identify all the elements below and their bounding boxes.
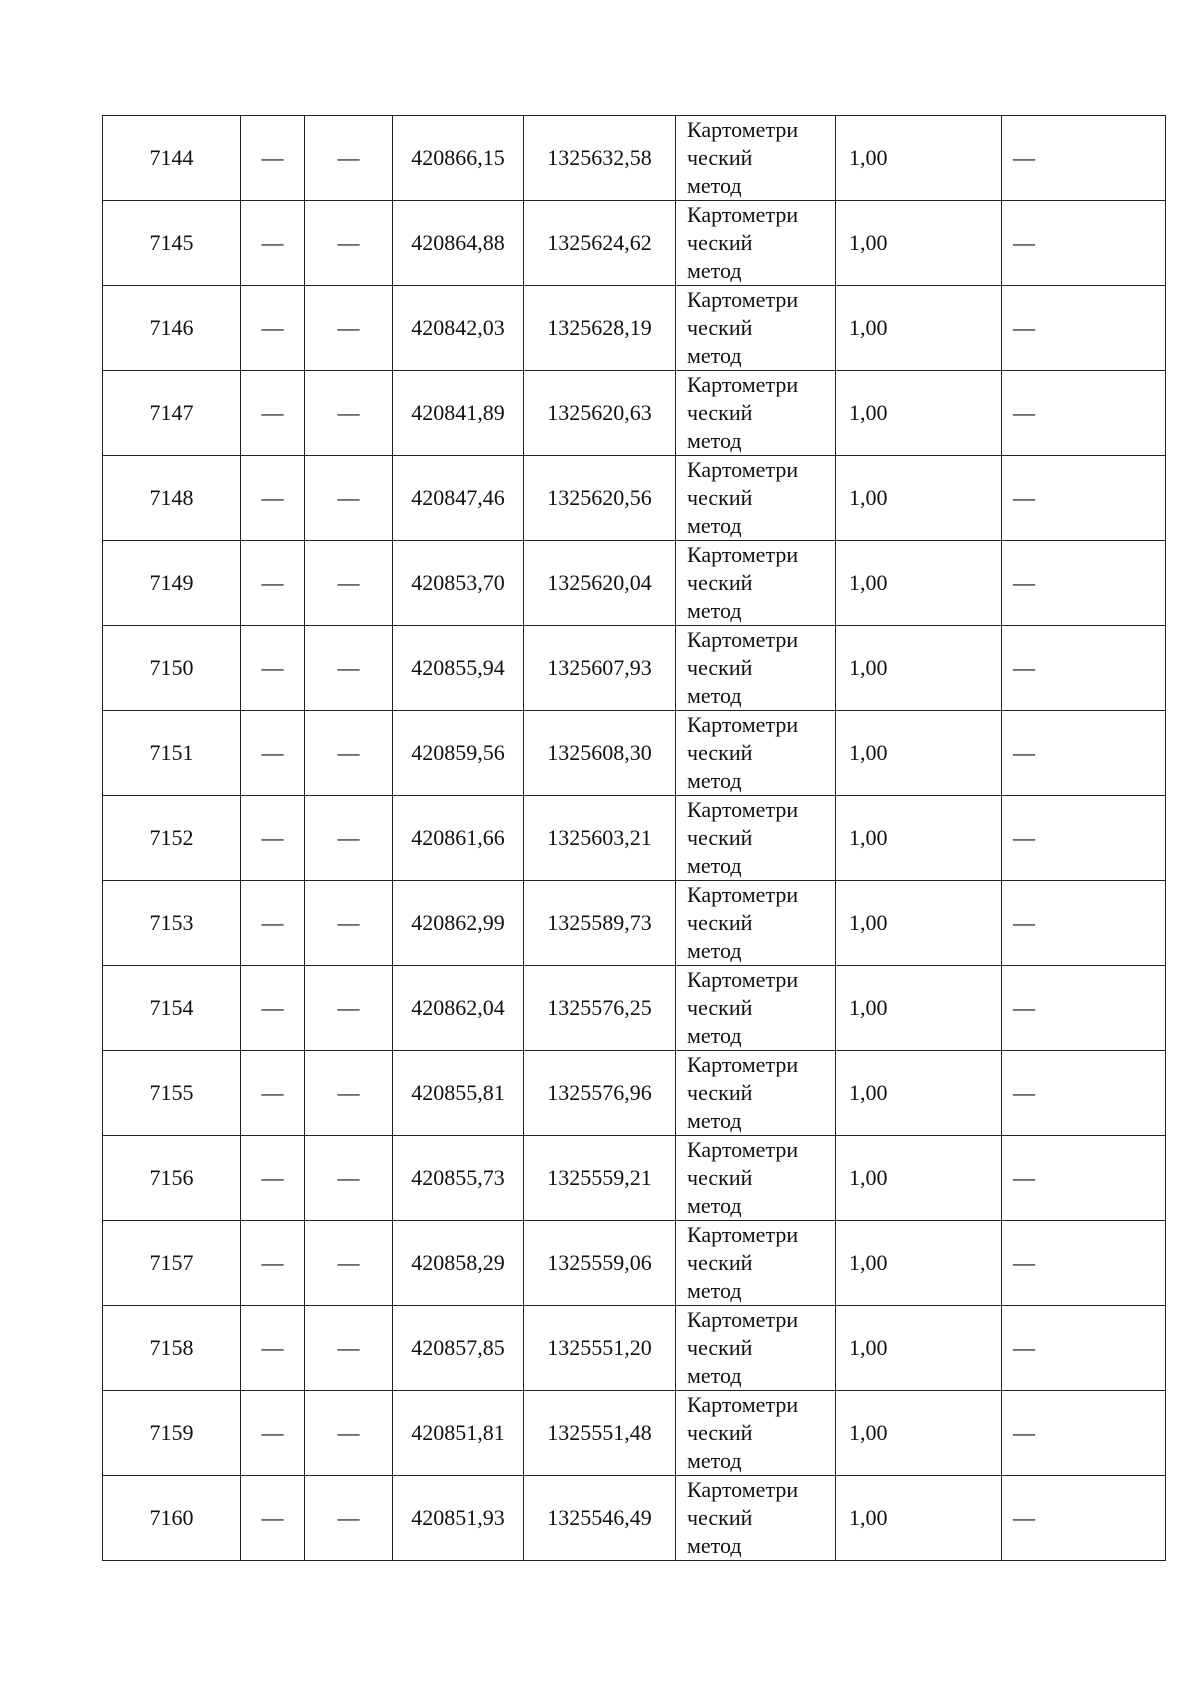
point-number-cell: 7155 — [103, 1051, 241, 1136]
method-cell — [676, 711, 836, 796]
old-x-cell: — — [241, 371, 305, 456]
method-cell — [676, 1306, 836, 1391]
method-text-line: Картометри — [687, 627, 799, 652]
old-x-cell: — — [241, 711, 305, 796]
method-text-line: Картометри — [687, 1222, 799, 1247]
old-y-cell: — — [305, 1476, 393, 1561]
accuracy-cell: 1,00 — [836, 1391, 1002, 1476]
method-text-line: метод — [687, 938, 742, 963]
method-text-line: метод — [687, 598, 742, 623]
table-row — [103, 1306, 1166, 1391]
y-coordinate-cell: 1325551,20 — [524, 1306, 676, 1391]
y-coordinate-cell: 1325559,21 — [524, 1136, 676, 1221]
old-x-cell: — — [241, 796, 305, 881]
point-number-cell: 7151 — [103, 711, 241, 796]
point-number-cell: 7160 — [103, 1476, 241, 1561]
description-cell: — — [1002, 201, 1166, 286]
table-row — [103, 626, 1166, 711]
point-number-cell: 7158 — [103, 1306, 241, 1391]
method-text-line: метод — [687, 1023, 742, 1048]
method-cell — [676, 1221, 836, 1306]
y-coordinate-cell: 1325620,63 — [524, 371, 676, 456]
method-text-line: Картометри — [687, 372, 799, 397]
method-text-line: Картометри — [687, 542, 799, 567]
accuracy-cell: 1,00 — [836, 371, 1002, 456]
y-coordinate-cell: 1325576,96 — [524, 1051, 676, 1136]
x-coordinate-cell: 420859,56 — [393, 711, 524, 796]
accuracy-cell: 1,00 — [836, 201, 1002, 286]
method-cell — [676, 966, 836, 1051]
point-number-cell: 7149 — [103, 541, 241, 626]
old-x-cell: — — [241, 116, 305, 201]
x-coordinate-cell: 420851,81 — [393, 1391, 524, 1476]
method-text-line: метод — [687, 1278, 742, 1303]
method-cell — [676, 116, 836, 201]
method-text-line: ческий — [687, 1165, 753, 1190]
method-text-line: ческий — [687, 315, 753, 340]
description-cell: — — [1002, 881, 1166, 966]
old-y-cell: — — [305, 711, 393, 796]
method-text-line: метод — [687, 258, 742, 283]
y-coordinate-cell: 1325603,21 — [524, 796, 676, 881]
old-y-cell: — — [305, 626, 393, 711]
accuracy-cell: 1,00 — [836, 1136, 1002, 1221]
method-cell — [676, 1476, 836, 1561]
x-coordinate-cell: 420862,99 — [393, 881, 524, 966]
point-number-cell: 7144 — [103, 116, 241, 201]
table-row — [103, 201, 1166, 286]
old-x-cell: — — [241, 966, 305, 1051]
x-coordinate-cell: 420855,81 — [393, 1051, 524, 1136]
old-y-cell: — — [305, 1051, 393, 1136]
accuracy-cell: 1,00 — [836, 711, 1002, 796]
method-text-line: метод — [687, 1533, 742, 1558]
description-cell: — — [1002, 456, 1166, 541]
x-coordinate-cell: 420855,73 — [393, 1136, 524, 1221]
table-row — [103, 711, 1166, 796]
x-coordinate-cell: 420855,94 — [393, 626, 524, 711]
description-cell: — — [1002, 1136, 1166, 1221]
y-coordinate-cell: 1325632,58 — [524, 116, 676, 201]
old-y-cell: — — [305, 541, 393, 626]
table-body — [103, 116, 1166, 1561]
table-row — [103, 1391, 1166, 1476]
old-y-cell: — — [305, 1136, 393, 1221]
method-text-line: Картометри — [687, 712, 799, 737]
y-coordinate-cell: 1325546,49 — [524, 1476, 676, 1561]
x-coordinate-cell: 420851,93 — [393, 1476, 524, 1561]
method-cell — [676, 1051, 836, 1136]
method-text-line: ческий — [687, 1080, 753, 1105]
y-coordinate-cell: 1325620,04 — [524, 541, 676, 626]
x-coordinate-cell: 420861,66 — [393, 796, 524, 881]
old-x-cell: — — [241, 541, 305, 626]
method-text-line: метод — [687, 768, 742, 793]
description-cell: — — [1002, 711, 1166, 796]
x-coordinate-cell: 420842,03 — [393, 286, 524, 371]
y-coordinate-cell: 1325576,25 — [524, 966, 676, 1051]
accuracy-cell: 1,00 — [836, 286, 1002, 371]
x-coordinate-cell: 420866,15 — [393, 116, 524, 201]
method-text-line: Картометри — [687, 1137, 799, 1162]
old-x-cell: — — [241, 286, 305, 371]
point-number-cell: 7145 — [103, 201, 241, 286]
table-row — [103, 116, 1166, 201]
method-cell — [676, 796, 836, 881]
description-cell: — — [1002, 541, 1166, 626]
method-text-line: метод — [687, 1108, 742, 1133]
method-text-line: ческий — [687, 1420, 753, 1445]
old-y-cell: — — [305, 116, 393, 201]
point-number-cell: 7154 — [103, 966, 241, 1051]
old-y-cell: — — [305, 796, 393, 881]
method-text-line: метод — [687, 1193, 742, 1218]
method-cell — [676, 881, 836, 966]
method-text-line: ческий — [687, 655, 753, 680]
accuracy-cell: 1,00 — [836, 966, 1002, 1051]
table-row — [103, 881, 1166, 966]
accuracy-cell: 1,00 — [836, 626, 1002, 711]
point-number-cell: 7159 — [103, 1391, 241, 1476]
method-cell — [676, 541, 836, 626]
table-row — [103, 1051, 1166, 1136]
method-text-line: ческий — [687, 1250, 753, 1275]
method-text-line: ческий — [687, 145, 753, 170]
method-text-line: Картометри — [687, 457, 799, 482]
old-y-cell: — — [305, 201, 393, 286]
point-number-cell: 7157 — [103, 1221, 241, 1306]
old-y-cell: — — [305, 1221, 393, 1306]
accuracy-cell: 1,00 — [836, 541, 1002, 626]
x-coordinate-cell: 420864,88 — [393, 201, 524, 286]
method-text-line: ческий — [687, 400, 753, 425]
old-x-cell: — — [241, 881, 305, 966]
table-row — [103, 966, 1166, 1051]
method-text-line: Картометри — [687, 882, 799, 907]
method-text-line: метод — [687, 428, 742, 453]
method-text-line: метод — [687, 1448, 742, 1473]
x-coordinate-cell: 420858,29 — [393, 1221, 524, 1306]
method-text-line: метод — [687, 853, 742, 878]
method-text-line: метод — [687, 173, 742, 198]
method-text-line: метод — [687, 513, 742, 538]
method-cell — [676, 371, 836, 456]
accuracy-cell: 1,00 — [836, 1476, 1002, 1561]
accuracy-cell: 1,00 — [836, 796, 1002, 881]
method-text-line: Картометри — [687, 1052, 799, 1077]
point-number-cell: 7148 — [103, 456, 241, 541]
description-cell: — — [1002, 796, 1166, 881]
old-y-cell: — — [305, 371, 393, 456]
method-text-line: ческий — [687, 910, 753, 935]
method-text-line: Картометри — [687, 202, 799, 227]
point-number-cell: 7146 — [103, 286, 241, 371]
old-y-cell: — — [305, 1306, 393, 1391]
old-x-cell: — — [241, 1051, 305, 1136]
y-coordinate-cell: 1325589,73 — [524, 881, 676, 966]
point-number-cell: 7156 — [103, 1136, 241, 1221]
x-coordinate-cell: 420857,85 — [393, 1306, 524, 1391]
old-x-cell: — — [241, 201, 305, 286]
y-coordinate-cell: 1325607,93 — [524, 626, 676, 711]
method-text-line: ческий — [687, 1505, 753, 1530]
description-cell: — — [1002, 1306, 1166, 1391]
y-coordinate-cell: 1325620,56 — [524, 456, 676, 541]
y-coordinate-cell: 1325628,19 — [524, 286, 676, 371]
method-text-line: ческий — [687, 570, 753, 595]
accuracy-cell: 1,00 — [836, 1221, 1002, 1306]
point-number-cell: 7153 — [103, 881, 241, 966]
old-y-cell: — — [305, 966, 393, 1051]
method-cell — [676, 626, 836, 711]
description-cell: — — [1002, 1391, 1166, 1476]
accuracy-cell: 1,00 — [836, 1051, 1002, 1136]
method-cell — [676, 286, 836, 371]
y-coordinate-cell: 1325551,48 — [524, 1391, 676, 1476]
description-cell: — — [1002, 1051, 1166, 1136]
x-coordinate-cell: 420853,70 — [393, 541, 524, 626]
table-row — [103, 456, 1166, 541]
table-row — [103, 286, 1166, 371]
accuracy-cell: 1,00 — [836, 116, 1002, 201]
old-x-cell: — — [241, 1391, 305, 1476]
method-text-line: метод — [687, 343, 742, 368]
method-text-line: ческий — [687, 825, 753, 850]
x-coordinate-cell: 420841,89 — [393, 371, 524, 456]
method-text-line: Картометри — [687, 1392, 799, 1417]
method-text-line: Картометри — [687, 117, 799, 142]
point-number-cell: 7147 — [103, 371, 241, 456]
accuracy-cell: 1,00 — [836, 456, 1002, 541]
old-y-cell: — — [305, 1391, 393, 1476]
method-text-line: Картометри — [687, 1477, 799, 1502]
description-cell: — — [1002, 1476, 1166, 1561]
old-x-cell: — — [241, 1476, 305, 1561]
method-text-line: ческий — [687, 485, 753, 510]
old-x-cell: — — [241, 626, 305, 711]
old-x-cell: — — [241, 456, 305, 541]
method-text-line: Картометри — [687, 287, 799, 312]
method-cell — [676, 456, 836, 541]
table-row — [103, 371, 1166, 456]
old-x-cell: — — [241, 1136, 305, 1221]
description-cell: — — [1002, 286, 1166, 371]
description-cell: — — [1002, 1221, 1166, 1306]
x-coordinate-cell: 420862,04 — [393, 966, 524, 1051]
method-cell — [676, 201, 836, 286]
table-row — [103, 796, 1166, 881]
point-number-cell: 7152 — [103, 796, 241, 881]
coordinates-table — [102, 115, 1166, 1561]
old-x-cell: — — [241, 1306, 305, 1391]
old-y-cell: — — [305, 456, 393, 541]
old-y-cell: — — [305, 286, 393, 371]
accuracy-cell: 1,00 — [836, 1306, 1002, 1391]
method-text-line: Картометри — [687, 797, 799, 822]
description-cell: — — [1002, 116, 1166, 201]
y-coordinate-cell: 1325608,30 — [524, 711, 676, 796]
method-text-line: метод — [687, 683, 742, 708]
table-row — [103, 1476, 1166, 1561]
old-y-cell: — — [305, 881, 393, 966]
method-text-line: Картометри — [687, 1307, 799, 1332]
method-text-line: ческий — [687, 230, 753, 255]
point-number-cell: 7150 — [103, 626, 241, 711]
description-cell: — — [1002, 966, 1166, 1051]
y-coordinate-cell: 1325559,06 — [524, 1221, 676, 1306]
method-text-line: ческий — [687, 740, 753, 765]
method-cell — [676, 1136, 836, 1221]
table-row — [103, 1221, 1166, 1306]
table-row — [103, 541, 1166, 626]
description-cell: — — [1002, 371, 1166, 456]
method-text-line: Картометри — [687, 967, 799, 992]
accuracy-cell: 1,00 — [836, 881, 1002, 966]
table-row — [103, 1136, 1166, 1221]
old-x-cell: — — [241, 1221, 305, 1306]
method-cell — [676, 1391, 836, 1476]
method-text-line: ческий — [687, 995, 753, 1020]
method-text-line: метод — [687, 1363, 742, 1388]
y-coordinate-cell: 1325624,62 — [524, 201, 676, 286]
x-coordinate-cell: 420847,46 — [393, 456, 524, 541]
description-cell: — — [1002, 626, 1166, 711]
method-text-line: ческий — [687, 1335, 753, 1360]
